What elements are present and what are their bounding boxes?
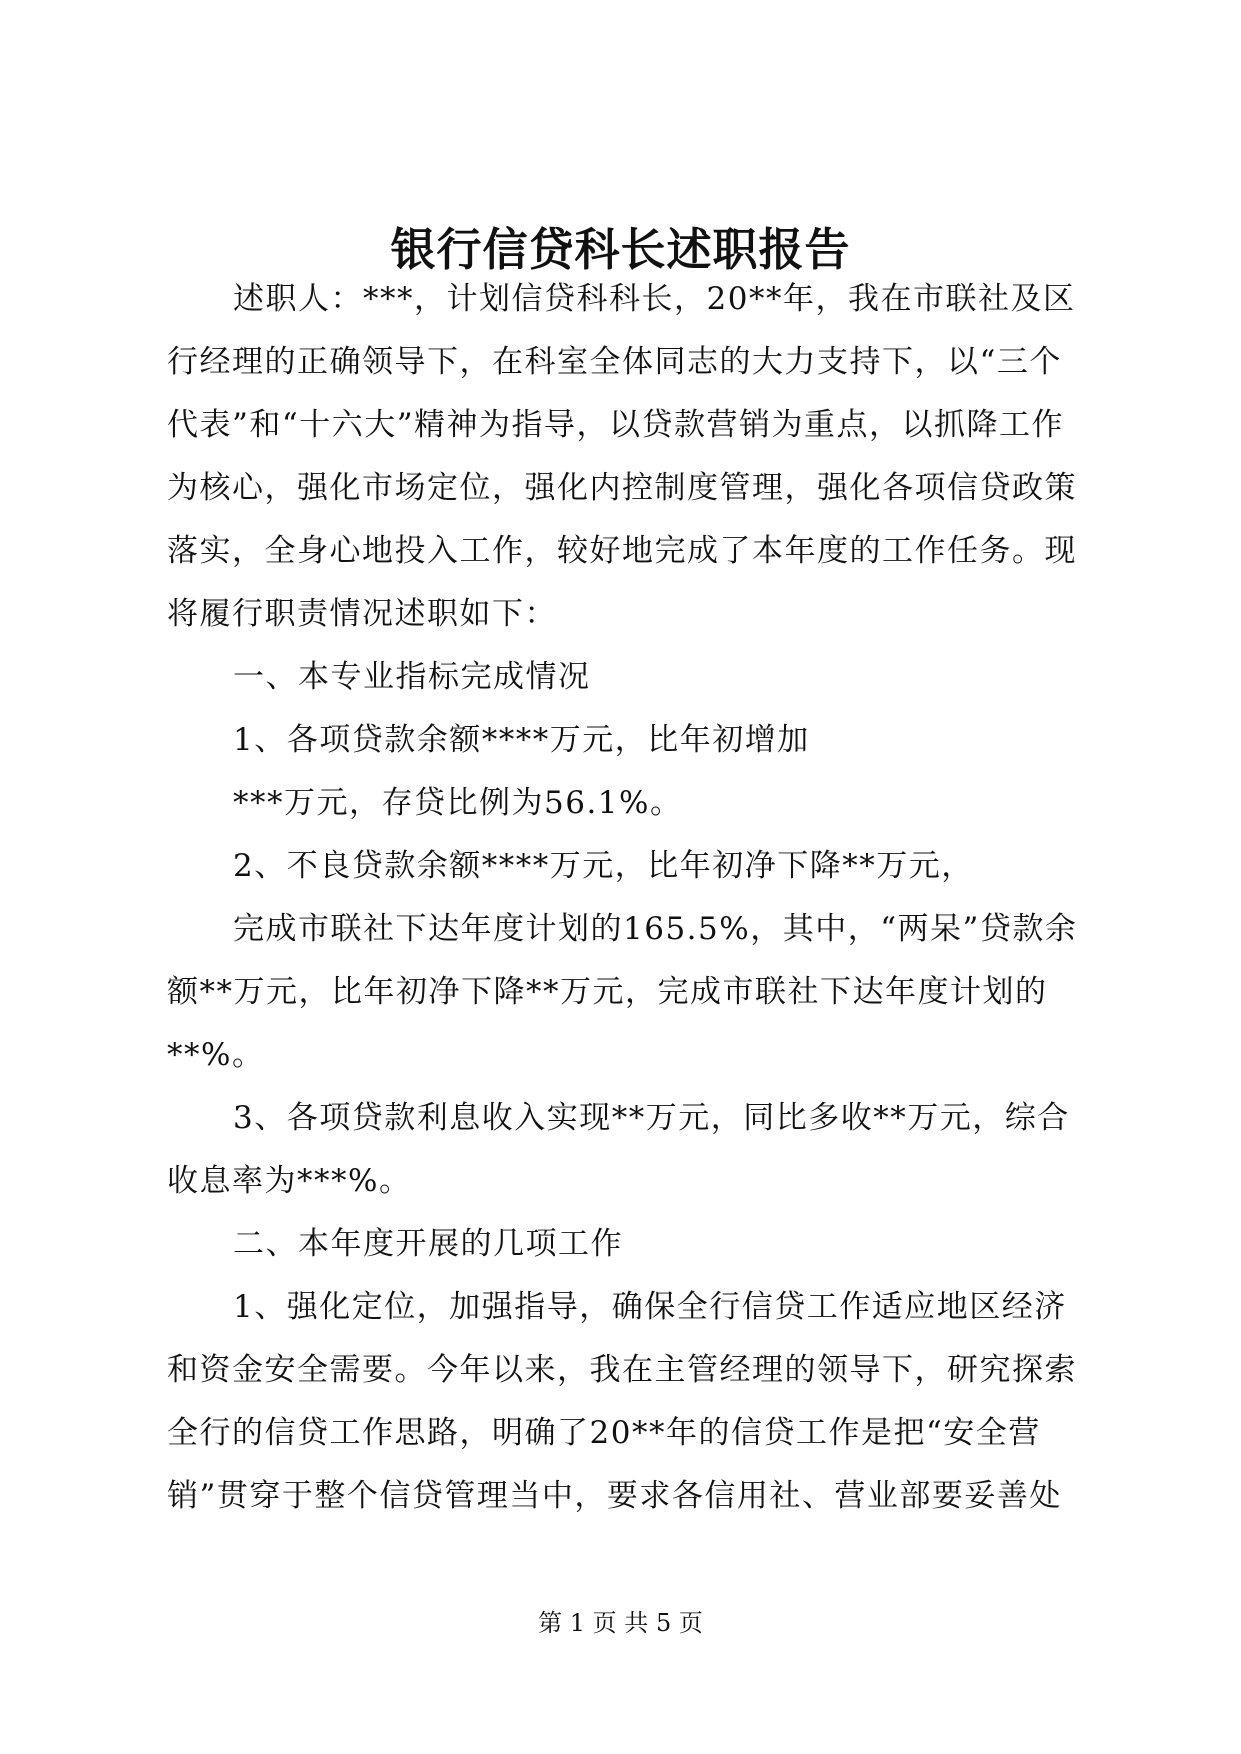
paragraph-item-2a: 2、不良贷款余额****万元，比年初净下降**万元， <box>233 848 974 884</box>
paragraph-item-3: 3、各项贷款利息收入实现**万元，同比多收**万元，综合收息率为***%。 <box>167 1100 1070 1199</box>
paragraph-work-1: 1、强化定位，加强指导，确保全行信贷工作适应地区经济和资金安全需要。今年以来，我在主管经理的领导下，研究探索全行的信贷工作思路，明确了20**年的信贷工作是把“安全营销”贯穿于整个信贷管理当中，要求各信用社、营业部要妥善处 <box>167 1289 1077 1514</box>
document-body <box>167 268 1087 1528</box>
paragraph-item-1b: ***万元，存贷比例为56.1%。 <box>233 785 683 821</box>
paragraph-intro: 述职人：***，计划信贷科科长，20**年，我在市联社及区行经理的正确领导下，在科室全体同志的大力支持下，以“三个代表”和“十六大”精神为指导，以贷款营销为重点，以抓降工作为核心，强化市场定位，强化内控制度管理，强化各项信贷政策落实，全身心地投入工作，较好地完成了本年度的工作任务。现将履行职责情况述职如下： <box>167 281 1077 632</box>
page-footer: 第 1 页 共 5 页 <box>538 1609 703 1637</box>
paragraph-item-2b: 完成市联社下达年度计划的165.5%，其中，“两呆”贷款余额**万元，比年初净下降**万元，完成市联社下达年度计划的**%。 <box>167 911 1078 1073</box>
section-heading-1: 一、本专业指标完成情况 <box>233 659 591 695</box>
section-heading-2: 二、本年度开展的几项工作 <box>233 1226 623 1262</box>
document-title: 银行信贷科长述职报告 <box>390 223 851 276</box>
paragraph-item-1a: 1、各项贷款余额****万元，比年初增加 <box>233 722 810 758</box>
